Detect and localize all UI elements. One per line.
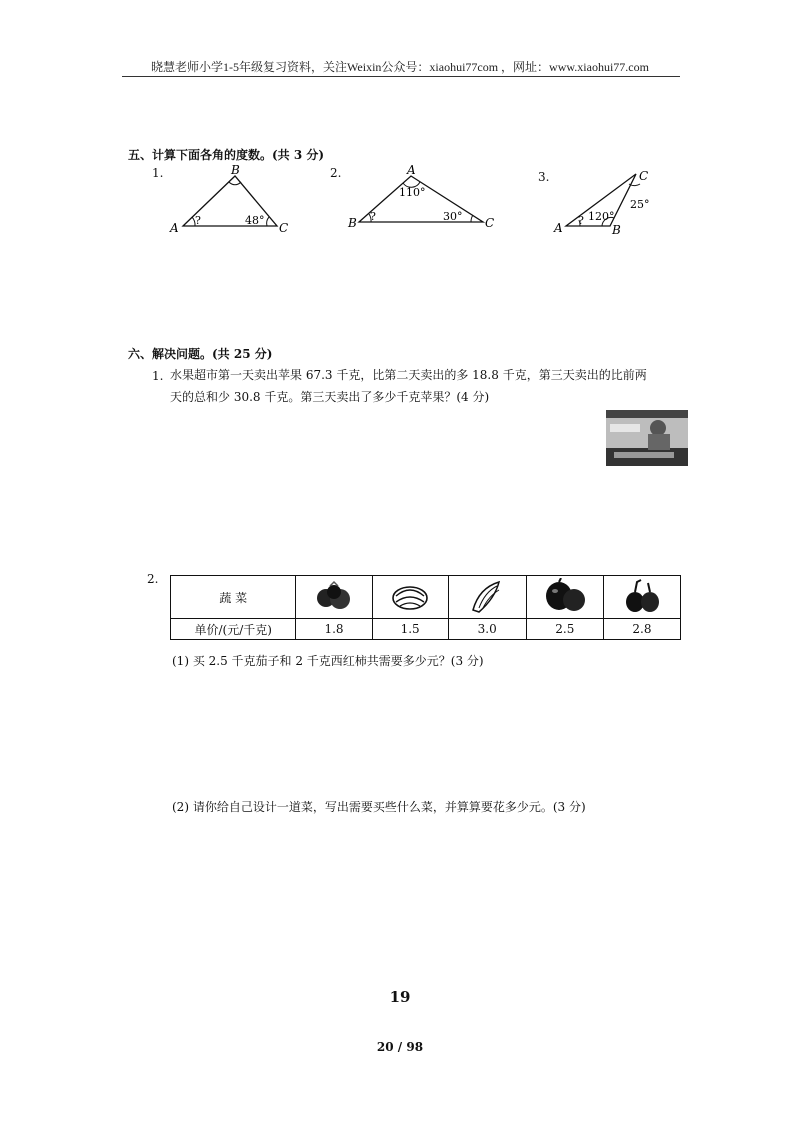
triangle-2-label-a: 110° [399,186,426,199]
section-5-title: 五、计算下面各角的度数。(共 3 分) [128,148,325,162]
header-divider [122,76,680,77]
triangle-1-figure [165,162,295,237]
triangle-2-shape [359,176,483,222]
triangle-1-angle-c-arc [267,217,269,226]
triangle-2-vertex-b: B [348,216,357,230]
question-2-sub-1: (1) 买 2.5 千克茄子和 2 千克西红柿共需要多少元？(3 分) [172,654,484,668]
cabbage-icon [388,580,432,612]
vegetable-price-table [170,575,681,640]
triangle-3-figure [552,164,662,236]
cabbage-price: 1.5 [372,619,448,640]
question-1-line-1: 水果超市第一天卖出苹果 67.3 千克，比第二天卖出的多 18.8 千克，第三天卖出的比前两 [170,368,647,382]
eggplant-cell [603,576,680,619]
question-2-sub-2: (2) 请你给自己设计一道菜，写出需要买些什么菜，并算算要花多少元。(3 分) [172,800,586,814]
tomato-price: 1.8 [296,619,372,640]
section-6-title: 六、解决问题。(共 25 分) [128,347,273,361]
tomato-icon [312,580,356,612]
page-count: 20 / 98 [376,1040,424,1054]
triangle-1-label-c: 48° [245,214,265,227]
triangle-1-vertex-b: B [231,163,240,177]
vegetable-header-cell: 蔬 菜 [171,576,296,619]
page-number: 19 [389,988,411,1006]
page-header: 晓慧老师小学1-5年级复习资料，关注Weixin公众号：xiaohui77com ，网址：www.xiaohui77.com [151,60,649,74]
bitter-melon-icon [465,578,509,614]
triangle-1-number: 1. [152,166,164,180]
eggplant-icon [620,578,664,614]
triangle-1-vertex-c: C [279,221,289,235]
bitter-melon-cell [448,576,526,619]
triangle-2-number: 2. [330,166,342,180]
triangle-3-number: 3. [538,170,550,184]
pepper-price: 2.5 [526,619,603,640]
triangle-3-label-unknown: ? [578,214,584,227]
triangle-1-vertex-a: A [170,221,179,235]
bitter-melon-price: 3.0 [448,619,526,640]
triangle-3-vertex-b: B [612,223,621,236]
eggplant-price: 2.8 [603,619,680,640]
triangle-1-angle-b-arc [229,182,241,185]
pepper-icon [541,578,589,614]
vegetable-row [171,576,681,619]
question-1-line-2: 天的总和少 30.8 千克。第三天卖出了多少千克苹果？(4 分) [170,390,490,404]
triangle-3-label-b: 120° [588,210,615,223]
question-2-number: 2. [147,572,159,586]
triangle-3-label-c: 25° [630,198,650,211]
triangle-2-label-c: 30° [443,210,463,223]
price-header-cell: 单价/(元/千克) [171,619,296,640]
question-1-number: 1. [152,369,164,383]
tomato-cell [296,576,372,619]
triangle-2-angle-c-arc [471,215,473,222]
triangle-3-vertex-a: A [554,221,563,235]
cabbage-cell [372,576,448,619]
triangle-2-vertex-c: C [485,216,495,230]
triangle-3-vertex-c: C [639,169,649,183]
pepper-cell [526,576,603,619]
triangle-1-label-unknown: ? [195,214,201,227]
fruit-seller-photo [606,410,688,466]
triangle-2-vertex-a: A [407,164,416,177]
price-row [171,619,681,640]
triangle-2-figure [345,164,500,234]
triangle-2-label-unknown: ? [370,210,376,223]
